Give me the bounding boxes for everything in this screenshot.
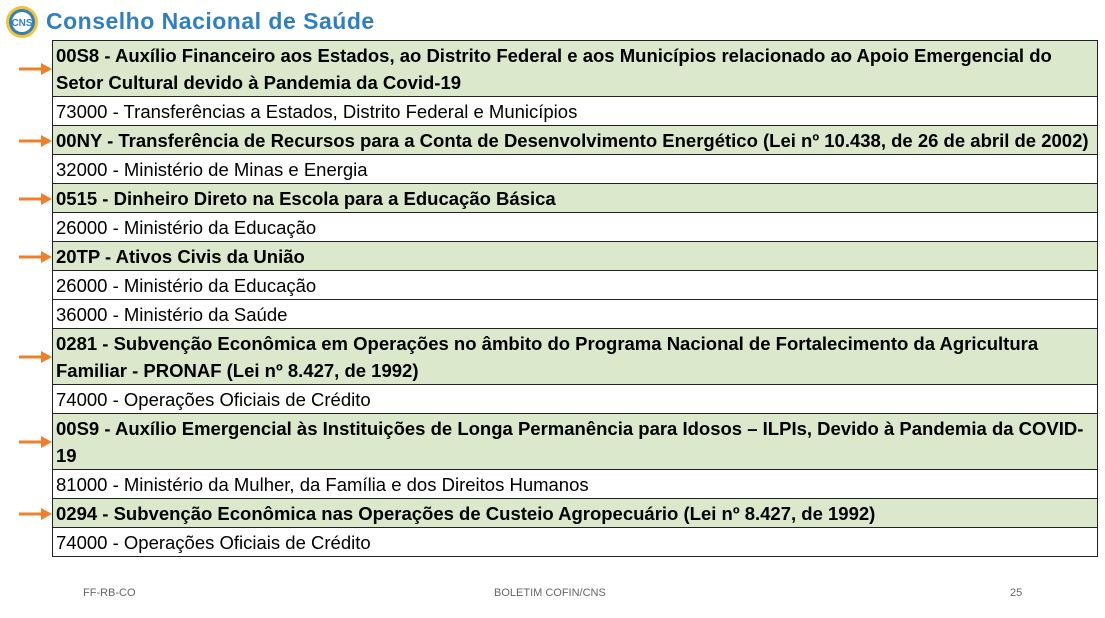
- footer: [0, 587, 1105, 607]
- cns-logo-icon: [4, 4, 40, 40]
- arrow-right-icon: [19, 251, 52, 263]
- organization-row: 36000 - Ministério da Saúde: [53, 300, 1097, 329]
- arrow-right-icon: [19, 436, 52, 448]
- organization-row: 32000 - Ministério de Minas e Energia: [53, 155, 1097, 184]
- header: [0, 0, 1105, 40]
- footer-bulletin: BOLETIM COFIN/CNS: [494, 587, 606, 599]
- organization-title: Conselho Nacional de Saúde: [46, 8, 375, 34]
- organization-row: 73000 - Transferências a Estados, Distrito Federal e Municípios: [53, 97, 1097, 126]
- arrow-right-icon: [19, 351, 52, 363]
- page-number: 25: [1010, 587, 1023, 599]
- arrow-right-icon: [19, 135, 52, 147]
- action-row: 00S9 - Auxílio Emergencial às Instituições de Longa Permanência para Idosos – ILPIs, Devido à Pandemia da COVID-19: [53, 414, 1097, 470]
- action-row: 0294 - Subvenção Econômica nas Operações de Custeio Agropecuário (Lei nº 8.427, de 1992): [53, 499, 1097, 528]
- arrow-right-icon: [19, 508, 52, 520]
- organization-row: 74000 - Operações Oficiais de Crédito: [53, 385, 1097, 414]
- organization-row: 26000 - Ministério da Educação: [53, 271, 1097, 300]
- organization-row: 74000 - Operações Oficiais de Crédito: [53, 528, 1097, 556]
- organization-row: 81000 - Ministério da Mulher, da Família e dos Direitos Humanos: [53, 470, 1097, 499]
- footer-code: FF-RB-CO: [83, 587, 136, 599]
- actions-table: [52, 40, 1098, 557]
- organization-row: 26000 - Ministério da Educação: [53, 213, 1097, 242]
- action-row: 0515 - Dinheiro Direto na Escola para a Educação Básica: [53, 184, 1097, 213]
- action-row: 00S8 - Auxílio Financeiro aos Estados, ao Distrito Federal e aos Municípios relacionado ao Apoio Emergencial do Setor Cultural devido à Pandemia da Covid-19: [53, 41, 1097, 97]
- action-row: 20TP - Ativos Civis da União: [53, 242, 1097, 271]
- action-row: 0281 - Subvenção Econômica em Operações no âmbito do Programa Nacional de Fortalecimento da Agricultura Familiar - PRONAF (Lei nº 8.427, de 1992): [53, 329, 1097, 385]
- action-row: 00NY - Transferência de Recursos para a Conta de Desenvolvimento Energético (Lei nº 10.438, de 26 de abril de 2002): [53, 126, 1097, 155]
- arrow-right-icon: [19, 193, 52, 205]
- logo-text: CNS: [11, 18, 33, 29]
- arrow-right-icon: [19, 63, 52, 75]
